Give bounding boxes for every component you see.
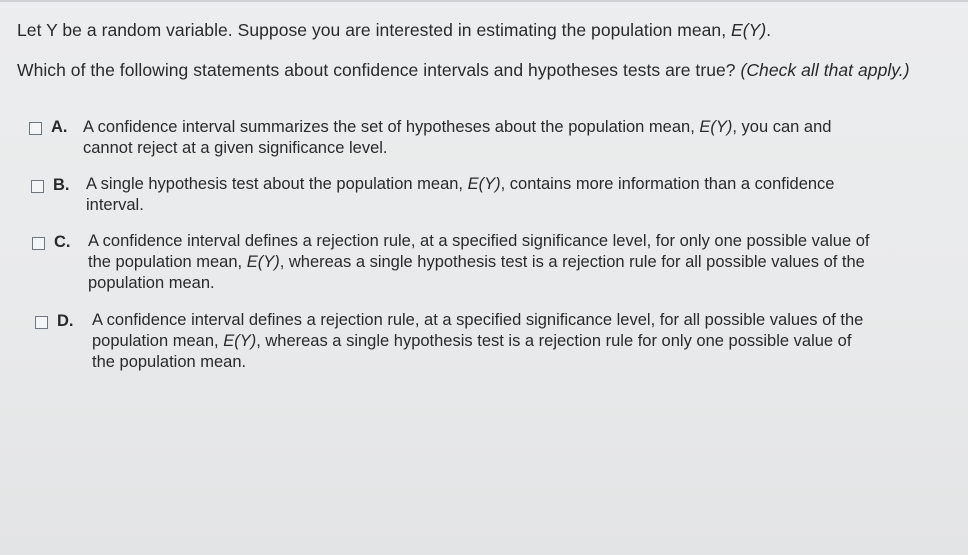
option-d-letter: D. (57, 312, 74, 330)
option-c[interactable] (32, 230, 942, 302)
option-d-line-3: the population mean. (92, 353, 247, 371)
option-a-letter: A. (51, 118, 68, 136)
question-stem (17, 60, 910, 81)
option-d-text (92, 310, 863, 373)
check-all-instruction: (Check all that apply.) (740, 60, 910, 80)
option-a-line-2: cannot reject at a given significance level. (83, 139, 388, 157)
option-d-line-1: A confidence interval defines a rejection rule, at a specified significance level, for all possible values of the (92, 311, 864, 329)
option-c-line-3: population mean. (88, 274, 215, 292)
option-b-checkbox[interactable] (31, 180, 44, 193)
option-a[interactable] (29, 115, 929, 165)
option-b-text (86, 174, 834, 216)
option-b-line-1: A single hypothesis test about the population mean, E(Y), contains more information than a confidence (86, 175, 835, 193)
option-d[interactable] (35, 309, 935, 381)
option-d-checkbox[interactable] (35, 316, 48, 329)
question-prompt (17, 20, 771, 41)
option-c-line-2: the population mean, E(Y), whereas a single hypothesis test is a rejection rule for all possible values of the (88, 253, 865, 271)
option-b-line-2: interval. (86, 196, 144, 214)
option-a-text (83, 117, 831, 159)
question-stem-text: Which of the following statements about confidence intervals and hypotheses tests are true? (17, 60, 741, 80)
option-c-line-1: A confidence interval defines a rejection rule, at a specified significance level, for only one possible value of (88, 232, 870, 250)
option-a-line-1: A confidence interval summarizes the set of hypotheses about the population mean, E(Y), you can and (83, 118, 832, 136)
option-b[interactable] (31, 172, 931, 222)
option-a-checkbox[interactable] (29, 122, 42, 135)
option-c-text (88, 231, 869, 294)
question-prompt-text: Let Y be a random variable. Suppose you are interested in estimating the population mean, (17, 20, 732, 40)
question-prompt-end: . (766, 20, 772, 40)
option-c-checkbox[interactable] (32, 237, 45, 250)
question-prompt-expr: E(Y) (731, 20, 767, 40)
option-b-letter: B. (53, 176, 70, 194)
option-d-line-2: population mean, E(Y), whereas a single hypothesis test is a rejection rule for only one possible value of (92, 332, 852, 350)
option-c-letter: C. (54, 233, 71, 251)
